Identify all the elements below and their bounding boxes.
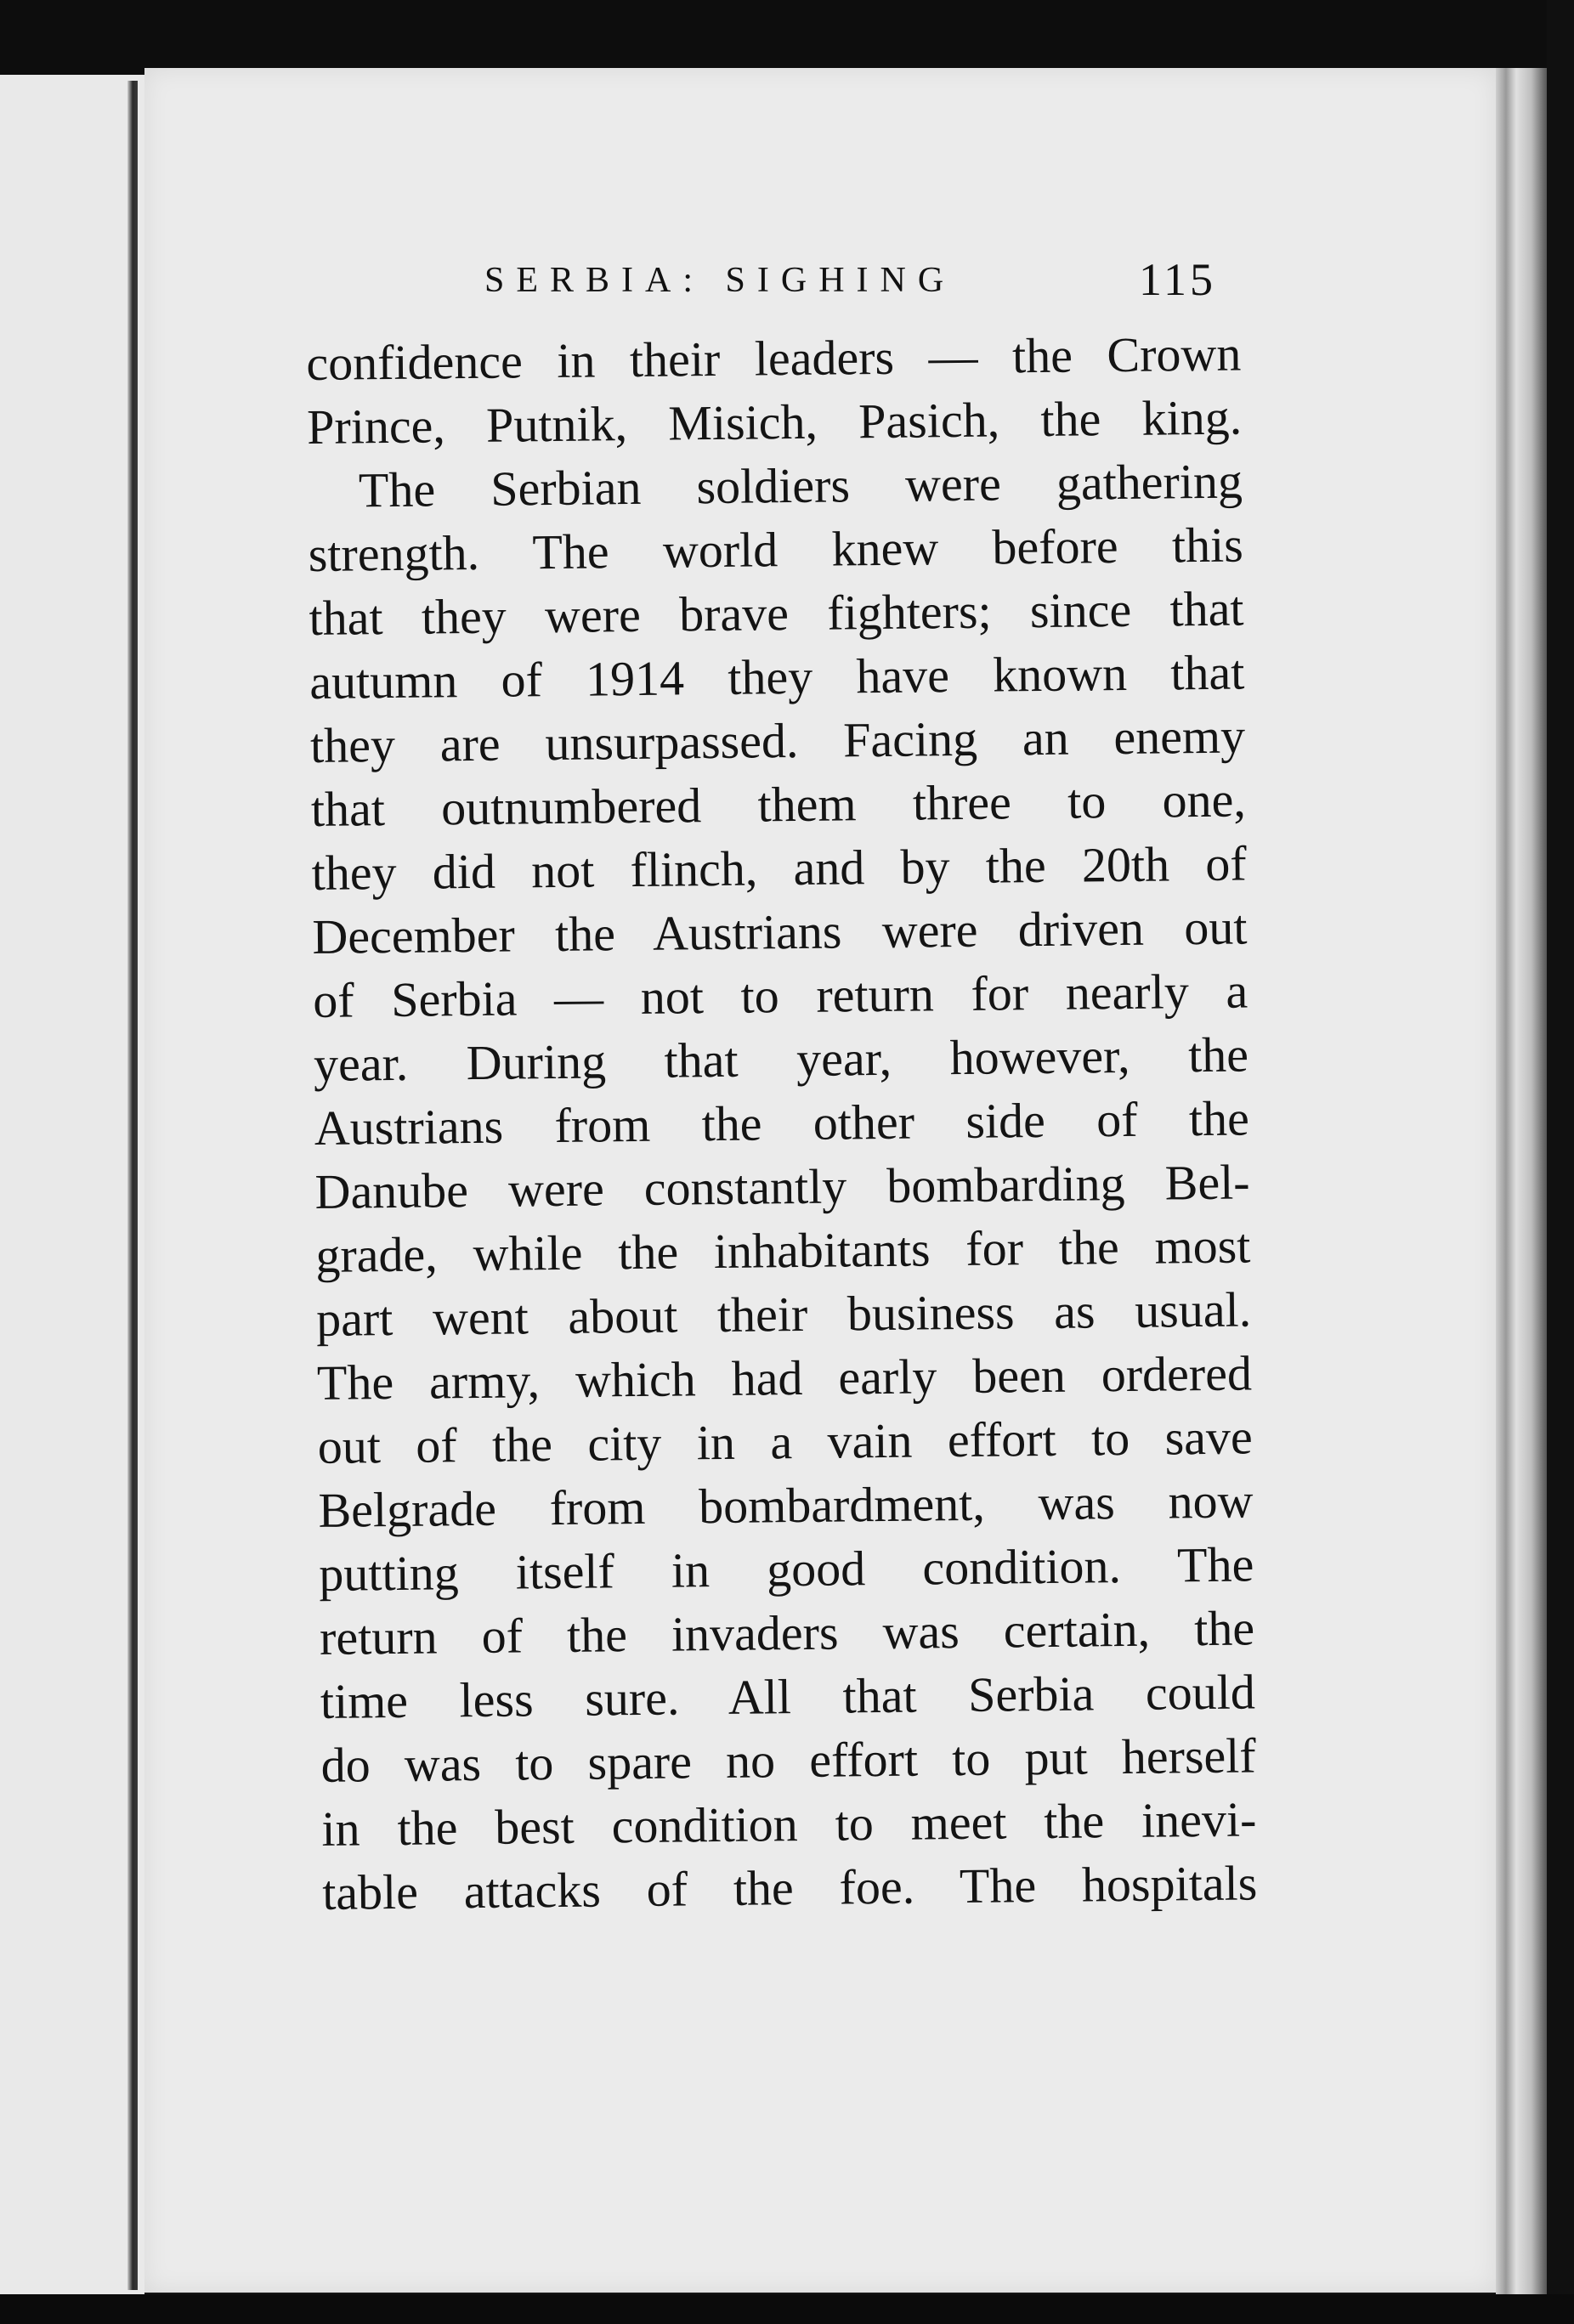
- scan-right-border: [1547, 0, 1574, 2324]
- text-line: part went about their business as usual.: [315, 1281, 1252, 1347]
- right-page-edge: [1496, 68, 1547, 2294]
- body-text: [306, 321, 1258, 1924]
- text-line: autumn of 1914 they have known that: [309, 644, 1245, 710]
- scan-bottom-border: [0, 2294, 1574, 2324]
- text-line: Prince, Putnik, Misich, Pasich, the king.: [306, 389, 1243, 455]
- text-line: December the Austrians were driven out: [312, 899, 1248, 964]
- text-line: year. During that year, however, the: [313, 1026, 1249, 1092]
- text-line: time less sure. All that Serbia could: [320, 1664, 1256, 1729]
- text-line: putting itself in good condition. The: [318, 1536, 1254, 1602]
- text-line: of Serbia — not to return for nearly a: [312, 963, 1248, 1028]
- text-line: return of the invaders was certain, the: [319, 1600, 1255, 1665]
- text-line: Belgrade from bombardment, was now: [318, 1473, 1254, 1538]
- book-gutter-shadow: [127, 81, 138, 2290]
- text-line: The Serbian soldiers were gathering: [358, 453, 1243, 518]
- text-line: do was to spare no effort to put herself: [320, 1727, 1256, 1793]
- text-line: strength. The world knew before this: [308, 517, 1244, 582]
- left-page-edge: [0, 75, 144, 2294]
- text-line: in the best condition to meet the inevi-: [321, 1791, 1257, 1857]
- text-line: that outnumbered them three to one,: [310, 772, 1247, 837]
- text-line: grade, while the inhabitants for the most: [315, 1218, 1251, 1283]
- text-line: table attacks of the foe. The hospitals: [321, 1855, 1258, 1920]
- text-line: Danube were constantly bombarding Bel-: [314, 1154, 1250, 1219]
- running-head: [484, 248, 1249, 316]
- text-line: they did not flinch, and by the 20th of: [311, 835, 1247, 901]
- text-line: they are unsurpassed. Facing an enemy: [309, 708, 1246, 773]
- text-line: out of the city in a vain effort to save: [317, 1409, 1254, 1474]
- text-line: confidence in their leaders — the Crown: [306, 325, 1242, 391]
- text-line: that they were brave fighters; since that: [309, 580, 1244, 646]
- page-number: 115: [1139, 254, 1216, 305]
- running-title: SERBIA: SIGHING: [484, 261, 956, 300]
- text-line: Austrians from the other side of the: [314, 1090, 1250, 1156]
- text-line: The army, which had early been ordered: [316, 1345, 1253, 1411]
